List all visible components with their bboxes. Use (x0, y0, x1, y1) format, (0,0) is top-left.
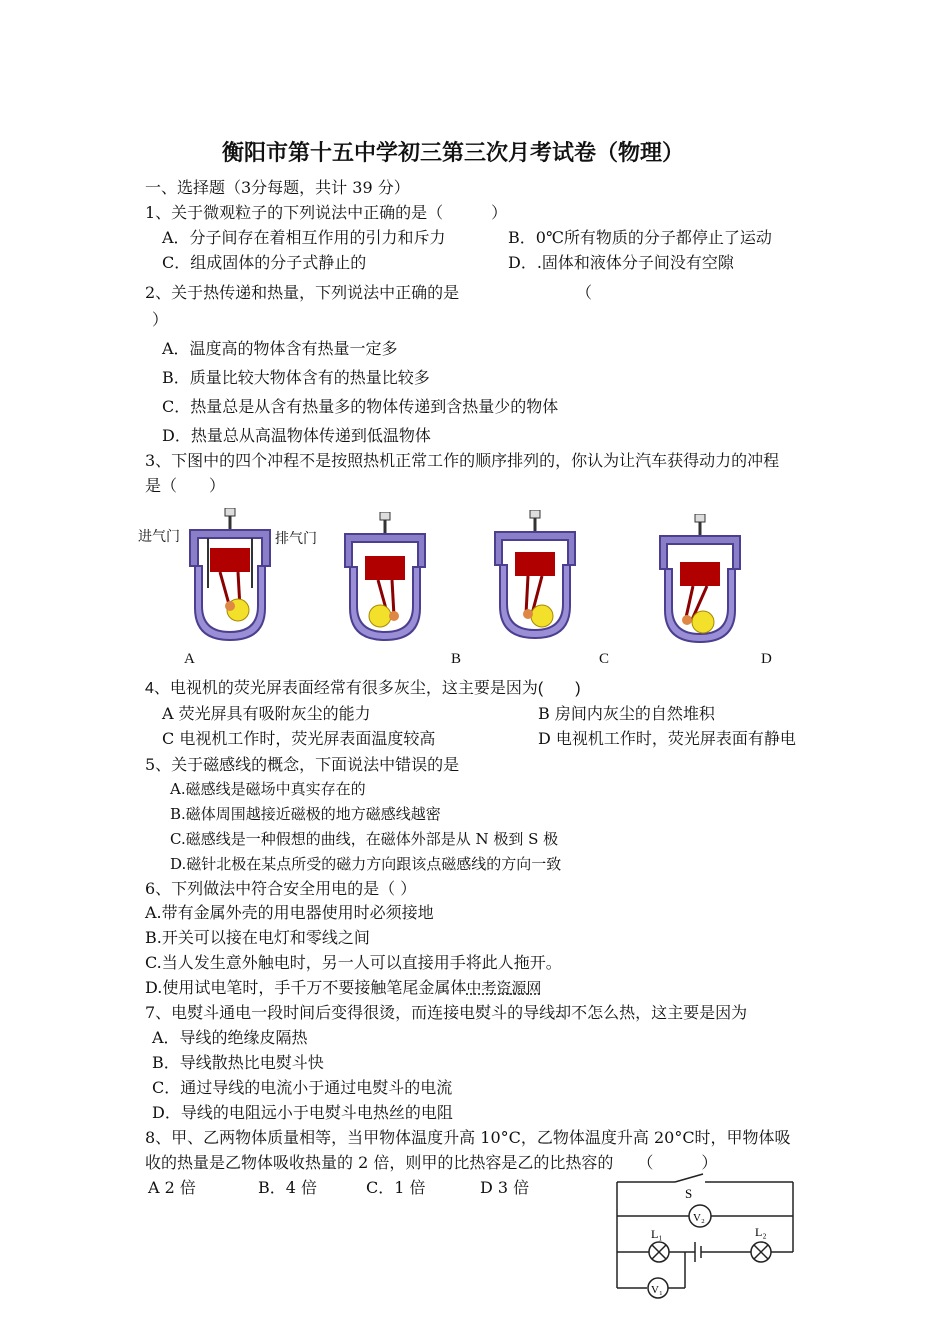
q8-option-d: D 3 倍 (480, 1178, 530, 1197)
q5-option-c: C.磁感线是一种假想的曲线，在磁体外部是从 N 极到 S 极 (170, 830, 559, 848)
q1-option-c: C．组成固体的分子式静止的 (162, 253, 367, 272)
q7-option-d: D．导线的电阻远小于电熨斗电热丝的电阻 (152, 1103, 453, 1122)
q4-option-c: C 电视机工作时，荧光屏表面温度较高 (162, 729, 436, 748)
circuit-diagram (605, 1170, 805, 1300)
q4-option-a: A 荧光屏具有吸附灰尘的能力 (162, 704, 371, 723)
engine-diagram-a (180, 508, 280, 643)
q6-option-a: A.带有金属外壳的用电器使用时必须接地 (145, 903, 434, 922)
q2-paren-close: ） (152, 310, 169, 329)
q4-stem: 4、电视机的荧光屏表面经常有很多灰尘，这主要是因为( ) (145, 680, 581, 697)
q7-option-a: A．导线的绝缘皮隔热 (152, 1028, 308, 1047)
q6-option-c: C.当人发生意外触电时，另一人可以直接用手将此人拖开。 (145, 953, 562, 972)
q8-option-a: A 2 倍 (148, 1178, 196, 1197)
engine-diagram-b (340, 512, 430, 642)
q5-option-b: B.磁体周围越接近磁极的地方磁感线越密 (170, 805, 441, 823)
exhaust-valve-label: 排气门 (275, 530, 317, 546)
q5-option-a: A.磁感线是磁场中真实存在的 (170, 780, 366, 798)
q6-option-b: B.开关可以接在电灯和零线之间 (145, 928, 370, 947)
q7-option-c: C．通过导线的电流小于通过电熨斗的电流 (152, 1078, 453, 1097)
engine-diagram-d (655, 514, 745, 644)
q4-option-b: B 房间内灰尘的自然堆积 (538, 704, 715, 723)
engine-label-d: D (761, 651, 772, 667)
q4-option-d: D 电视机工作时，荧光屏表面有静电 (538, 729, 796, 748)
l2-label: L₂ (755, 1225, 767, 1239)
q8-option-b: B．4 倍 (258, 1178, 318, 1197)
q2-option-b: B．质量比较大物体含有的热量比较多 (162, 368, 430, 387)
engine-label-c: C (599, 651, 610, 667)
q1-stem: 1、关于微观粒子的下列说法中正确的是（ ） (145, 203, 508, 222)
v2-label: V₂ (693, 1212, 705, 1224)
switch-label: S (685, 1186, 693, 1201)
q6-stem: 6、下列做法中符合安全用电的是（ ） (145, 879, 417, 898)
q2-option-d: D．热量总从高温物体传递到低温物体 (162, 426, 431, 445)
q6-option-d-mark: 中考资源网 (466, 979, 542, 997)
q3-stem-line1: 3、下图中的四个冲程不是按照热机正常工作的顺序排列的，你认为让汽车获得动力的冲程 (145, 451, 780, 470)
section-heading: 一、选择题（3分每题，共计 39 分） (145, 178, 410, 197)
q5-option-d: D.磁针北极在某点所受的磁力方向跟该点磁感线的方向一致 (170, 855, 562, 873)
q2-stem: 2、关于热传递和热量，下列说法中正确的是 (145, 283, 460, 302)
engine-label-b: B (451, 651, 462, 667)
q8-option-c: C．1 倍 (366, 1178, 426, 1197)
v1-label: V₁ (651, 1284, 663, 1296)
page-title: 衡阳市第十五中学初三第三次月考试卷（物理） (222, 140, 685, 166)
q7-option-b: B．导线散热比电熨斗快 (152, 1053, 324, 1072)
q2-paren-open: （ (576, 283, 593, 302)
q2-option-c: C．热量总是从含有热量多的物体传递到含热量少的物体 (162, 397, 559, 416)
l1-label: L₁ (651, 1227, 663, 1241)
q8-stem-line1: 8、甲、乙两物体质量相等，当甲物体温度升高 10°C，乙物体温度升高 20°C时，甲物体吸 (145, 1128, 791, 1147)
q1-option-d: D．.固体和液体分子间没有空隙 (508, 253, 734, 272)
q5-stem: 5、关于磁感线的概念，下面说法中错误的是 (145, 755, 460, 774)
engine-diagram-c (490, 510, 580, 640)
q1-option-a: A．分子间存在着相互作用的引力和斥力 (162, 228, 446, 247)
q7-stem: 7、电熨斗通电一段时间后变得很烫，而连接电熨斗的导线却不怎么热，这主要是因为 (145, 1003, 748, 1022)
q2-option-a: A．温度高的物体含有热量一定多 (162, 339, 398, 358)
intake-valve-label: 进气门 (138, 528, 180, 544)
q1-option-b: B．0℃所有物质的分子都停止了运动 (508, 228, 772, 247)
engine-label-a: A (184, 651, 195, 667)
q6-option-d-text: D.使用试电笔时，手千万不要接触笔尾金属体 (145, 978, 467, 997)
q8-stem-line2: 收的热量是乙物体吸收热量的 2 倍，则甲的比热容是乙的比热容的 （ ） (145, 1153, 718, 1172)
q6-option-d (145, 978, 541, 998)
q3-stem-line2: 是（ ） (145, 476, 226, 495)
